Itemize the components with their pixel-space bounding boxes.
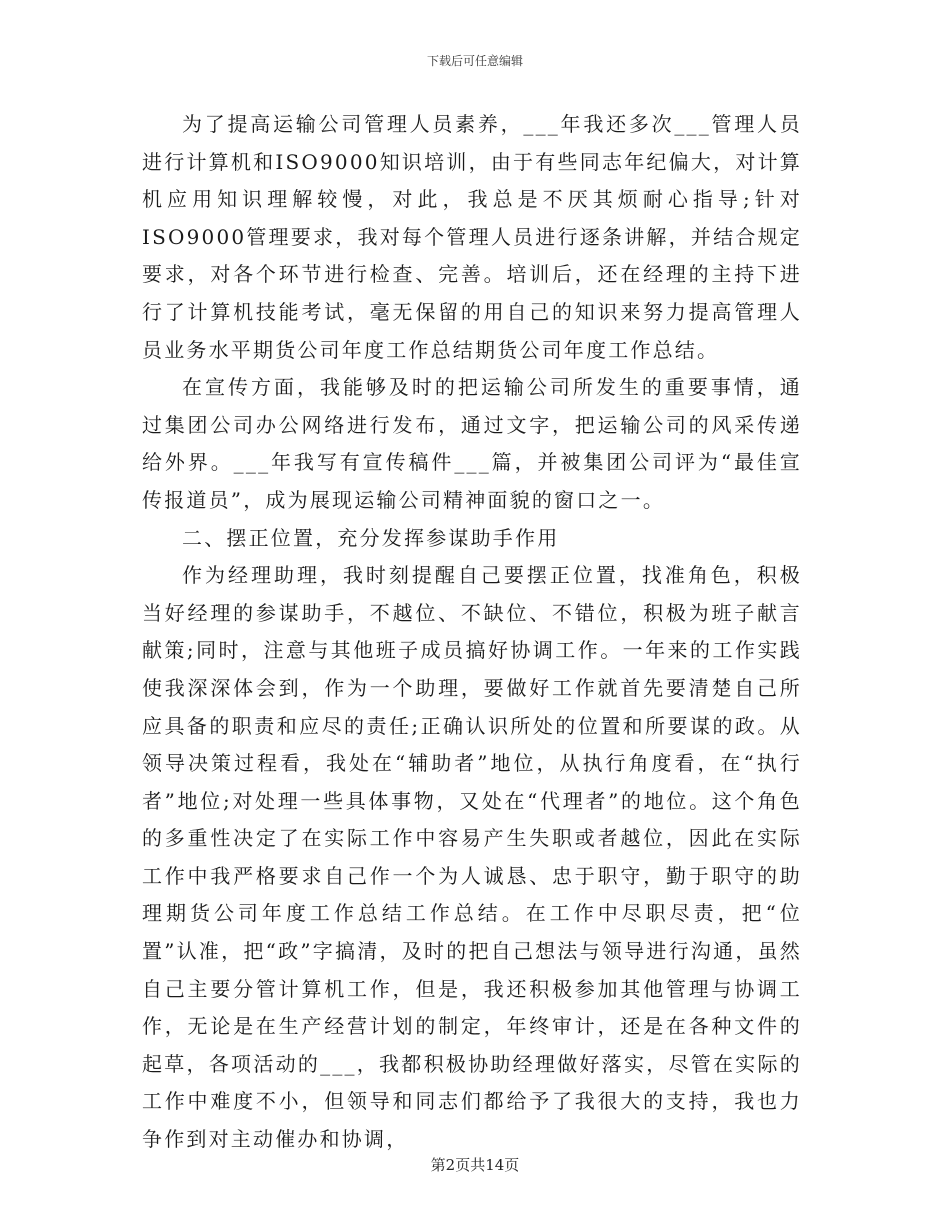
section-heading-position: 二、摆正位置，充分发挥参谋助手作用 xyxy=(182,525,560,550)
paragraph-publicity: 在宣传方面，我能够及时的把运输公司所发生的重要事情，通过集团公司办公网络进行发布，通过文字，把运输公司的风采传递给外界。___年我写有宣传稿件___篇，并被集团公司评为“最佳宣传报道员”，成为展现运输公司精神面貌的窗口之一。 xyxy=(142,375,802,512)
paragraph-training: 为了提高运输公司管理人员素养，___年我还多次___管理人员进行计算机和ISO9000知识培训，由于有些同志年纪偏大，对计算机应用知识理解较慢，对此，我总是不厌其烦耐心指导;针对ISO9000管理要求，我对每个管理人员进行逐条讲解，并结合规定要求，对各个环节进行检查、完善。培训后，还在经理的主持下进行了计算机技能考试，毫无保留的用自己的知识来努力提高管理人员业务水平期货公司年度工作总结期货公司年度工作总结。 xyxy=(142,112,802,362)
paragraph-assistant-role: 作为经理助理，我时刻提醒自己要摆正位置，找准角色，积极当好经理的参谋助手，不越位、不缺位、不错位，积极为班子献言献策;同时，注意与其他班子成员搞好协调工作。一年来的工作实践使我深深体会到，作为一个助理，要做好工作就首先要清楚自己所应具备的职责和应尽的责任;正确认识所处的位置和所要谋的政。从领导决策过程看，我处在“辅助者”地位，从执行角度看，在“执行者”地位;对处理一些具体事物，又处在“代理者”的地位。这个角色的多重性决定了在实际工作中容易产生失职或者越位，因此在实际工作中我严格要求自己作一个为人诚恳、忠于职守，勤于职守的助理期货公司年度工作总结工作总结。在工作中尽职尽责，把“位置”认准，把“政”字搞清，及时的把自己想法与领导进行沟通，虽然自己主要分管计算机工作，但是，我还积极参加其他管理与协调工作，无论是在生产经营计划的制定，年终审计，还是在各种文件的起草，各项活动的___，我都积极协助经理做好落实，尽管在实际的工作中难度不小，但领导和同志们都给予了我很大的支持，我也力争作到对主动催办和协调， xyxy=(142,563,802,1152)
page-number: 第2页共14页 xyxy=(430,1156,520,1174)
document-body xyxy=(142,106,802,1159)
page-header-note: 下载后可任意编辑 xyxy=(426,54,523,68)
